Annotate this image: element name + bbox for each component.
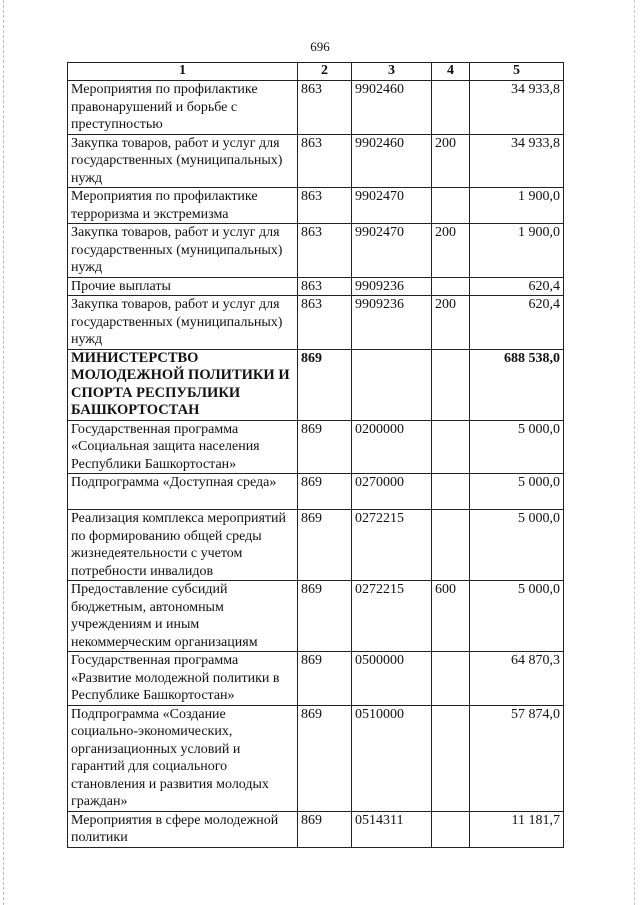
row-vr-cell [432, 81, 470, 135]
budget-table [67, 62, 564, 848]
row-csr-cell: 0272215 [352, 581, 432, 652]
row-csr-cell: 9902460 [352, 81, 432, 135]
row-code-cell: 869 [298, 420, 352, 474]
header-col-5: 5 [470, 63, 564, 81]
row-vr-cell [432, 188, 470, 224]
row-vr-cell: 200 [432, 296, 470, 350]
row-csr-cell: 0510000 [352, 705, 432, 811]
row-csr-cell [352, 349, 432, 420]
row-csr-cell: 0500000 [352, 652, 432, 706]
row-csr-cell: 0514311 [352, 811, 432, 847]
row-sum-cell: 5 000,0 [470, 581, 564, 652]
row-sum-cell: 620,4 [470, 277, 564, 296]
row-vr-cell [432, 474, 470, 510]
row-sum-cell: 1 900,0 [470, 188, 564, 224]
header-col-4: 4 [432, 63, 470, 81]
row-vr-cell [432, 420, 470, 474]
table-row [68, 81, 564, 135]
row-name-cell: Закупка товаров, работ и услуг для государственных (муниципальных) нужд [68, 134, 298, 188]
scan-edge-left [3, 0, 5, 905]
table-row [68, 188, 564, 224]
row-sum-cell: 5 000,0 [470, 420, 564, 474]
header-col-1: 1 [68, 63, 298, 81]
table-row [68, 581, 564, 652]
row-sum-cell: 64 870,3 [470, 652, 564, 706]
table-row [68, 134, 564, 188]
row-code-cell: 863 [298, 134, 352, 188]
row-name-cell: Закупка товаров, работ и услуг для государственных (муниципальных) нужд [68, 296, 298, 350]
row-code-cell: 869 [298, 510, 352, 581]
row-sum-cell: 688 538,0 [470, 349, 564, 420]
row-csr-cell: 9909236 [352, 296, 432, 350]
row-sum-cell: 11 181,7 [470, 811, 564, 847]
row-sum-cell: 5 000,0 [470, 474, 564, 510]
table-row [68, 811, 564, 847]
header-col-3: 3 [352, 63, 432, 81]
row-csr-cell: 0270000 [352, 474, 432, 510]
table-row [68, 349, 564, 420]
table-row [68, 510, 564, 581]
row-csr-cell: 9902460 [352, 134, 432, 188]
table-row [68, 296, 564, 350]
row-code-cell: 869 [298, 581, 352, 652]
row-code-cell: 869 [298, 705, 352, 811]
row-name-cell: Мероприятия в сфере молодежной политики [68, 811, 298, 847]
table-row [68, 420, 564, 474]
row-vr-cell [432, 705, 470, 811]
row-vr-cell [432, 277, 470, 296]
row-name-cell: Мероприятия по профилактике правонарушений и борьбе с преступностью [68, 81, 298, 135]
table-row [68, 705, 564, 811]
table-row [68, 474, 564, 510]
row-vr-cell: 200 [432, 224, 470, 278]
row-vr-cell: 200 [432, 134, 470, 188]
table-body [68, 81, 564, 848]
row-code-cell: 863 [298, 81, 352, 135]
row-vr-cell [432, 652, 470, 706]
row-name-cell: Государственная программа «Развитие молодежной политики в Республике Башкортостан» [68, 652, 298, 706]
table-header-row [68, 63, 564, 81]
row-sum-cell: 1 900,0 [470, 224, 564, 278]
row-name-cell: Государственная программа «Социальная защита населения Республики Башкортостан» [68, 420, 298, 474]
row-sum-cell: 34 933,8 [470, 134, 564, 188]
row-sum-cell: 57 874,0 [470, 705, 564, 811]
row-name-cell: Прочие выплаты [68, 277, 298, 296]
row-vr-cell: 600 [432, 581, 470, 652]
row-name-cell: Мероприятия по профилактике терроризма и экстремизма [68, 188, 298, 224]
row-vr-cell [432, 349, 470, 420]
row-code-cell: 869 [298, 474, 352, 510]
row-name-cell: Реализация комплекса мероприятий по формированию общей среды жизнедеятельности с учетом потребности инвалидов [68, 510, 298, 581]
row-csr-cell: 9902470 [352, 188, 432, 224]
row-code-cell: 863 [298, 188, 352, 224]
row-code-cell: 869 [298, 349, 352, 420]
page-number: 696 [310, 39, 330, 54]
table-row [68, 277, 564, 296]
row-code-cell: 869 [298, 811, 352, 847]
row-csr-cell: 9909236 [352, 277, 432, 296]
scan-edge-right [634, 0, 636, 905]
row-name-cell: Подпрограмма «Создание социально-экономических, организационных условий и гарантий для социального становления и развития молодых граждан» [68, 705, 298, 811]
row-name-cell: Подпрограмма «Доступная среда» [68, 474, 298, 510]
row-name-cell: МИНИСТЕРСТВО МОЛОДЕЖНОЙ ПОЛИТИКИ И СПОРТА РЕСПУБЛИКИ БАШКОРТОСТАН [68, 349, 298, 420]
row-name-cell: Предоставление субсидий бюджетным, автономным учреждениям и иным некоммерческим организациям [68, 581, 298, 652]
row-code-cell: 863 [298, 296, 352, 350]
row-csr-cell: 9902470 [352, 224, 432, 278]
row-sum-cell: 5 000,0 [470, 510, 564, 581]
table-row [68, 652, 564, 706]
row-code-cell: 863 [298, 277, 352, 296]
row-name-cell: Закупка товаров, работ и услуг для государственных (муниципальных) нужд [68, 224, 298, 278]
header-col-2: 2 [298, 63, 352, 81]
row-code-cell: 869 [298, 652, 352, 706]
row-csr-cell: 0200000 [352, 420, 432, 474]
table-row [68, 224, 564, 278]
row-sum-cell: 620,4 [470, 296, 564, 350]
row-csr-cell: 0272215 [352, 510, 432, 581]
row-vr-cell [432, 811, 470, 847]
row-code-cell: 863 [298, 224, 352, 278]
row-vr-cell [432, 510, 470, 581]
row-sum-cell: 34 933,8 [470, 81, 564, 135]
